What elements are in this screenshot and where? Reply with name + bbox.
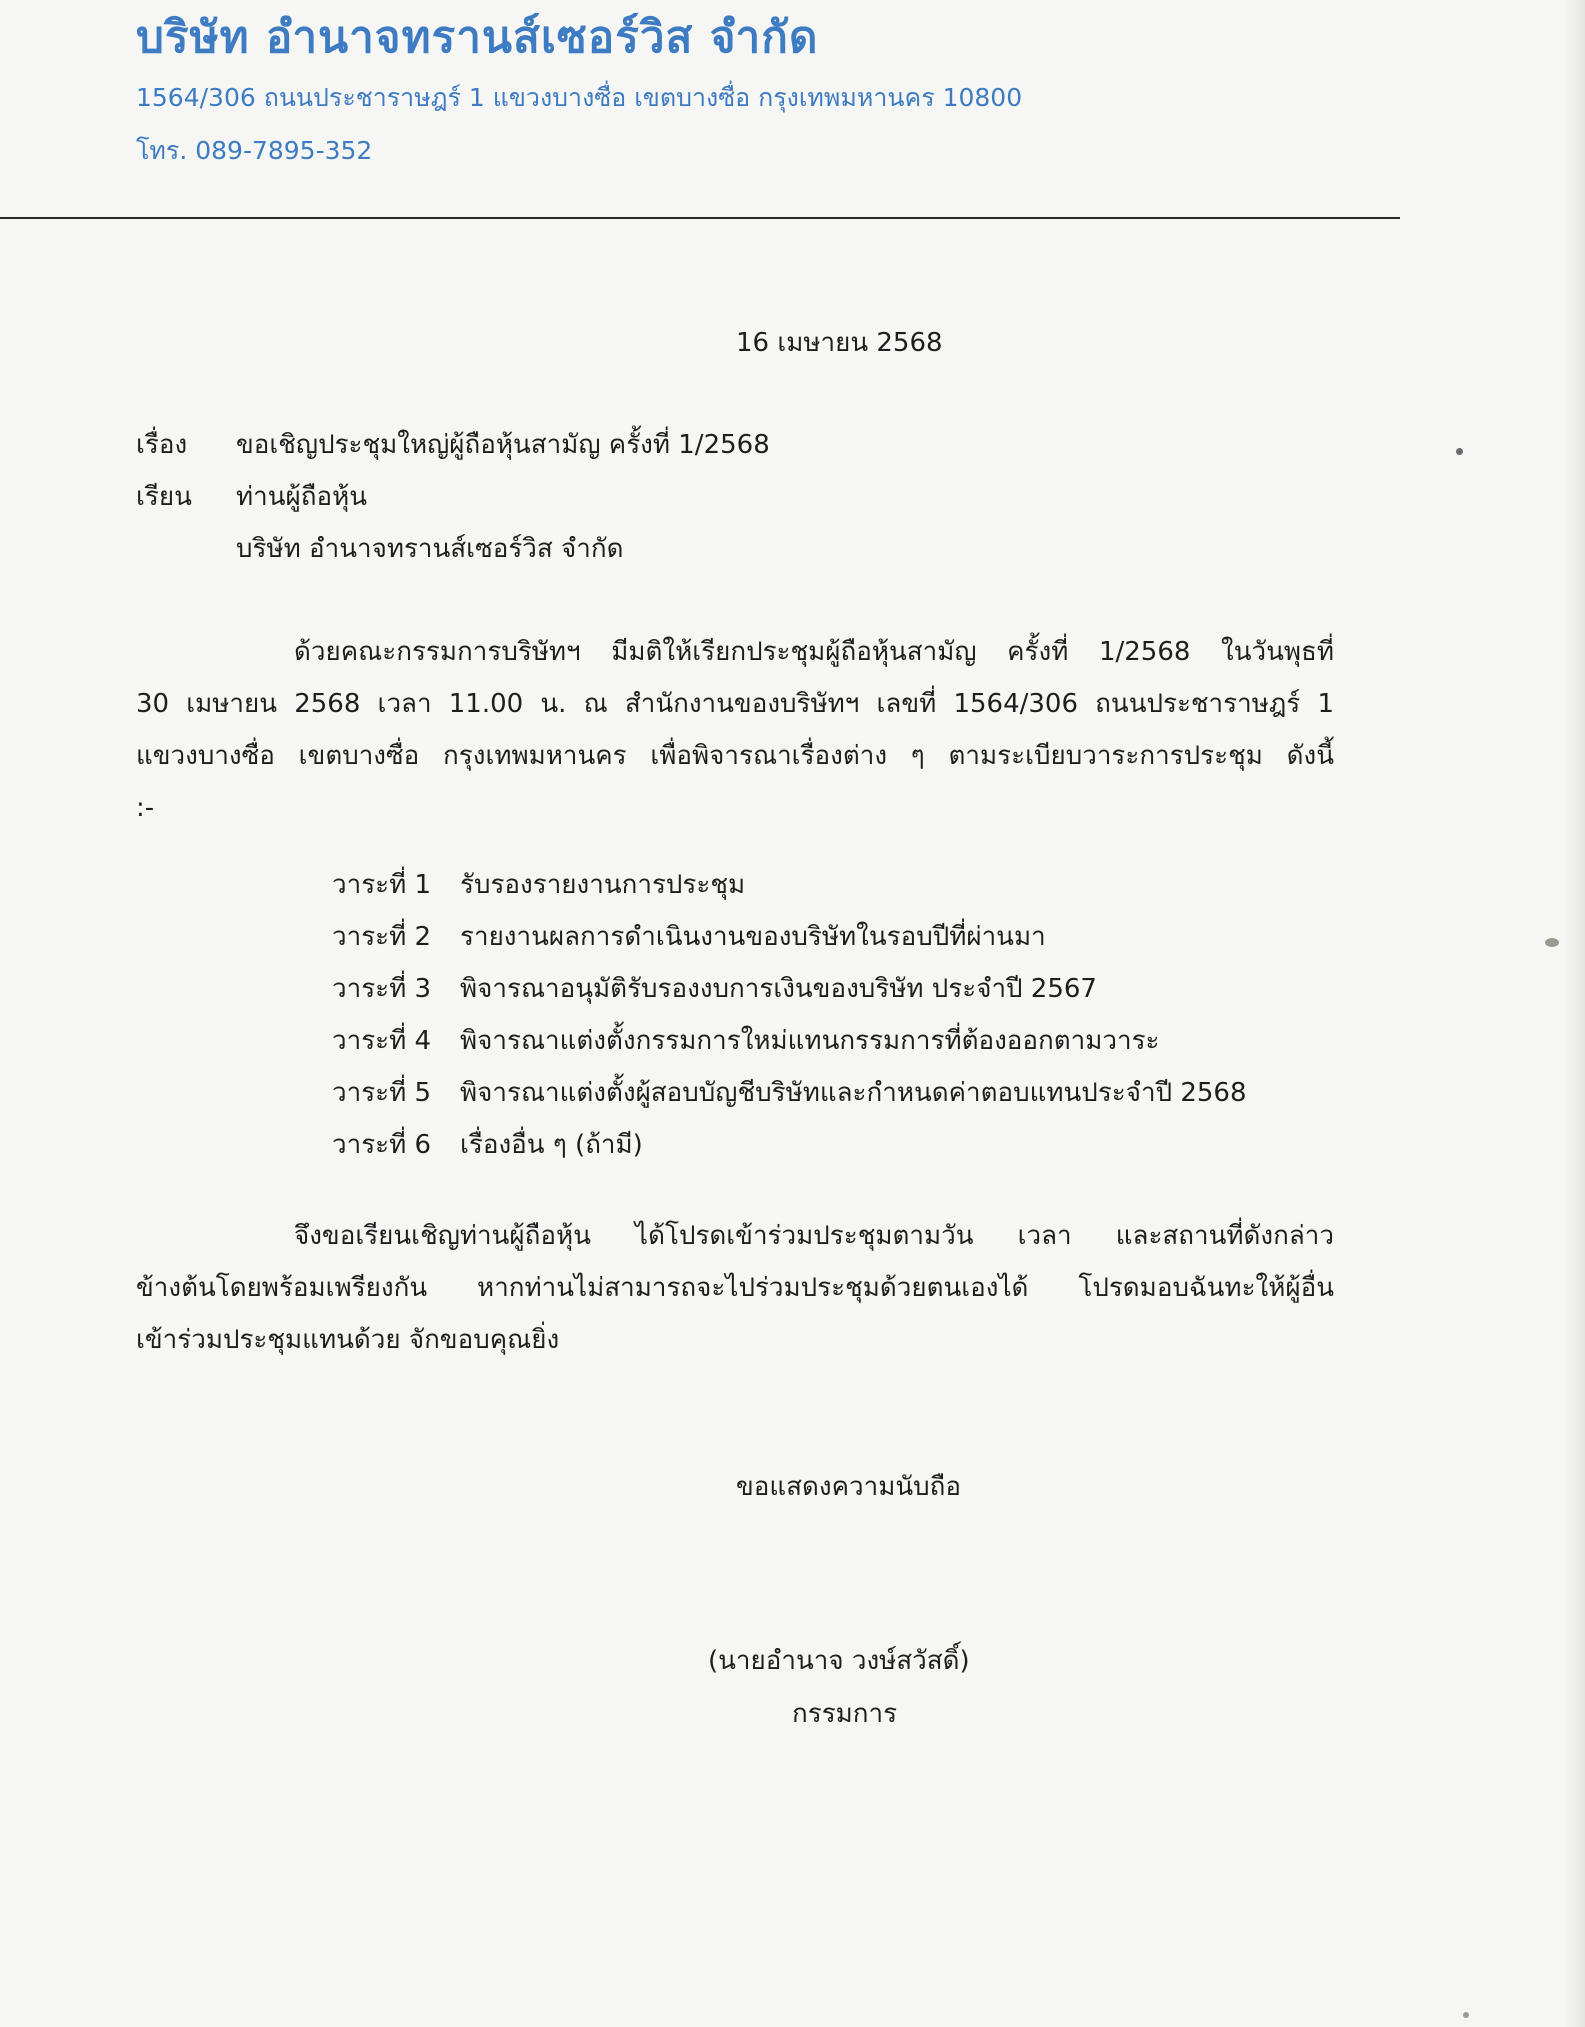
company-address: 1564/306 ถนนประชาราษฎร์ 1 แขวงบางซื่อ เขตบางซื่อ กรุงเทพมหานคร 10800 [136,83,1023,112]
signer-name: (นายอำนาจ วงษ์สวัสดิ์) [708,1646,970,1676]
paragraph-line: ด้วยคณะกรรมการบริษัทฯ มีมติให้เรียกประชุมผู้ถือหุ้นสามัญ ครั้งที่ 1/2568 ในวันพุธที่ [294,637,1334,667]
paragraph-line: ข้างต้นโดยพร้อมเพรียงกัน หากท่านไม่สามารถจะไปร่วมประชุมด้วยตนเองได้ โปรดมอบฉันทะให้ผู้อื่น [136,1273,1334,1303]
scan-speck [1456,448,1463,455]
request-paragraph [136,1210,1334,1366]
agenda-text: พิจารณาแต่งตั้งกรรมการใหม่แทนกรรมการที่ต้องออกตามวาระ [460,1025,1160,1056]
agenda-number: วาระที่ 4 [332,1025,432,1056]
letter-date: 16 เมษายน 2568 [736,328,943,358]
agenda-text: พิจารณาอนุมัติรับรองงบการเงินของบริษัท ประจำปี 2567 [460,973,1097,1004]
paragraph-line: เข้าร่วมประชุมแทนด้วย จักขอบคุณยิ่ง [136,1325,560,1355]
subject-text: ขอเชิญประชุมใหญ่ผู้ถือหุ้นสามัญ ครั้งที่ 1/2568 [236,430,770,460]
agenda-list [332,858,1247,1170]
paper-edge-shadow [1563,0,1585,2027]
agenda-number: วาระที่ 2 [332,921,432,952]
paragraph-line: แขวงบางซื่อ เขตบางซื่อ กรุงเทพมหานคร เพื่อพิจารณาเรื่องต่าง ๆ ตามระเบียบวาระการประชุม ดังนี้ [136,741,1334,771]
paragraph-line: จึงขอเรียนเชิญท่านผู้ถือหุ้น ได้โปรดเข้าร่วมประชุมตามวัน เวลา และสถานที่ดังกล่าว [294,1221,1334,1251]
recipient-line-2: บริษัท อำนาจทรานส์เซอร์วิส จำกัด [236,534,624,564]
recipient-label: เรียน [136,482,192,512]
agenda-text: รับรองรายงานการประชุม [460,869,746,900]
agenda-number: วาระที่ 3 [332,973,432,1004]
paragraph-line: 30 เมษายน 2568 เวลา 11.00 น. ณ สำนักงานของบริษัทฯ เลขที่ 1564/306 ถนนประชาราษฎร์ 1 [136,689,1334,719]
letterhead-divider [0,217,1400,219]
recipient-line-1: ท่านผู้ถือหุ้น [236,482,368,512]
closing-salutation: ขอแสดงความนับถือ [736,1472,961,1502]
agenda-number: วาระที่ 6 [332,1129,432,1160]
paragraph-line: :- [136,793,155,823]
agenda-number: วาระที่ 1 [332,869,432,900]
agenda-text: พิจารณาแต่งตั้งผู้สอบบัญชีบริษัทและกำหนดค่าตอบแทนประจำปี 2568 [460,1077,1247,1108]
agenda-item [332,962,1247,1014]
company-phone: โทร. 089-7895-352 [136,136,373,165]
scan-speck [1545,938,1559,947]
agenda-item [332,1118,1247,1170]
agenda-text: เรื่องอื่น ๆ (ถ้ามี) [460,1129,643,1160]
company-name: บริษัท อำนาจทรานส์เซอร์วิส จำกัด [136,12,819,63]
agenda-item [332,1066,1247,1118]
subject-label: เรื่อง [136,430,188,460]
signer-position: กรรมการ [792,1699,898,1729]
agenda-number: วาระที่ 5 [332,1077,432,1108]
agenda-item [332,910,1247,962]
agenda-text: รายงานผลการดำเนินงานของบริษัทในรอบปีที่ผ่านมา [460,921,1046,952]
invitation-paragraph [136,626,1334,834]
agenda-item [332,858,1247,910]
agenda-item [332,1014,1247,1066]
scan-speck [1463,2012,1469,2018]
